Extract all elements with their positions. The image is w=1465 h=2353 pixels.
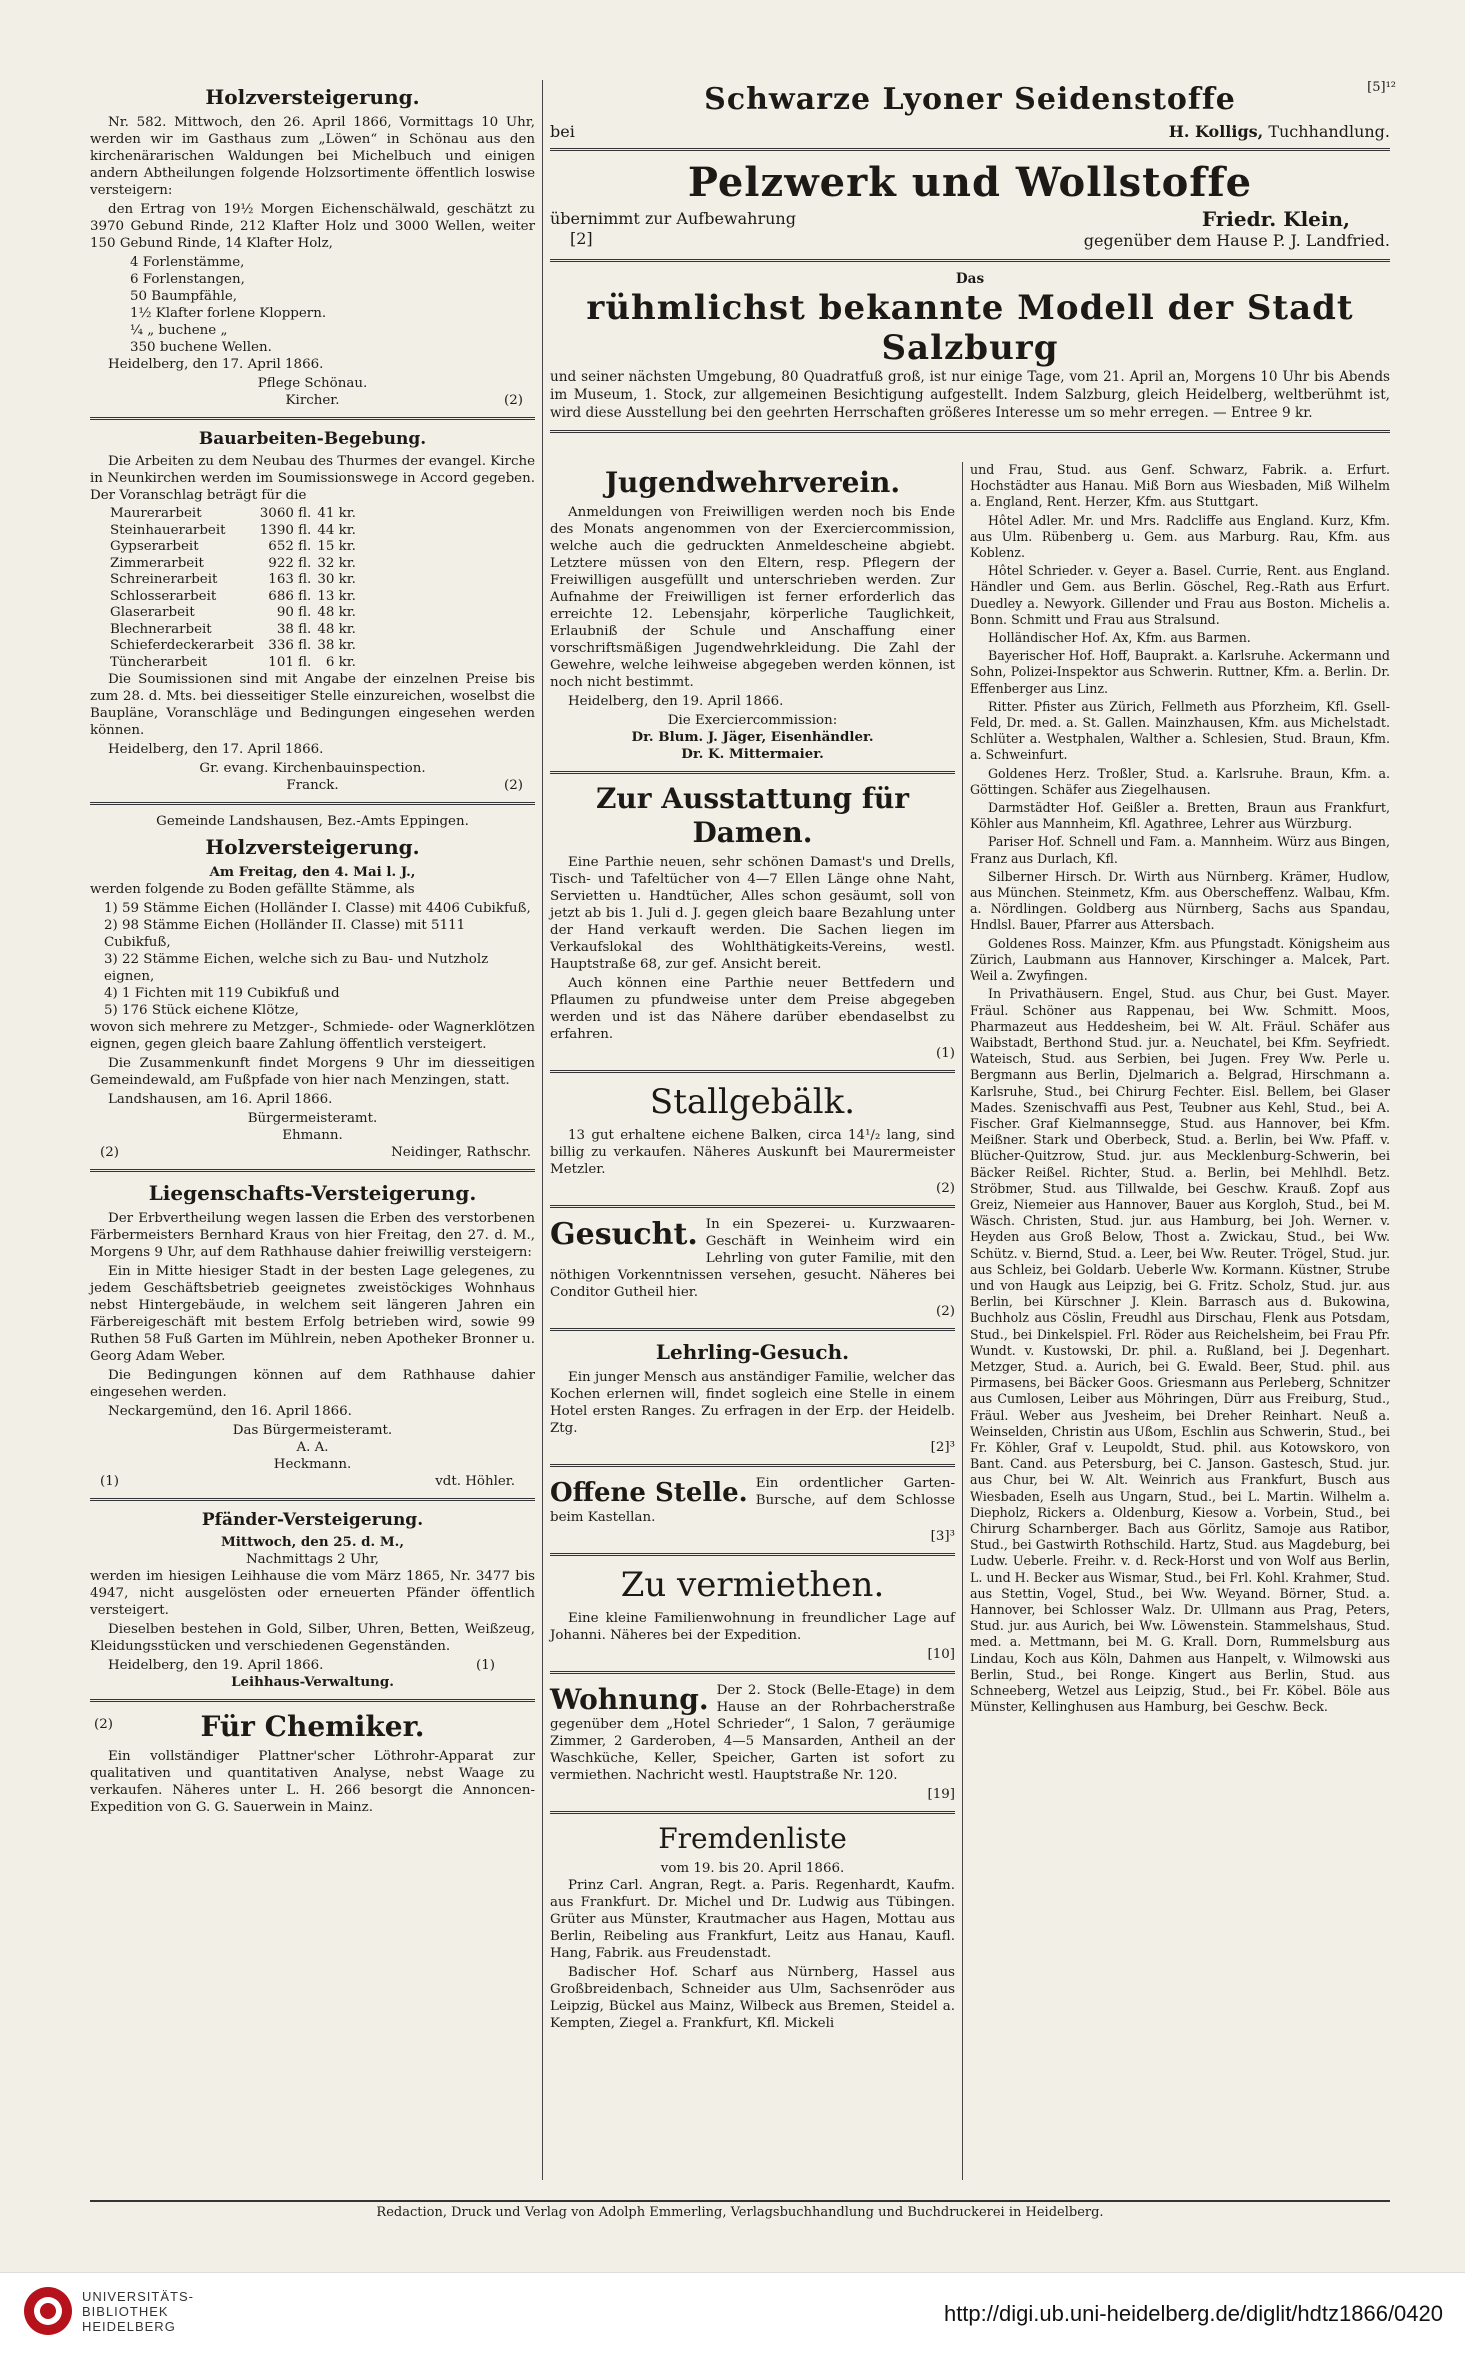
guest-entry: Ritter. Pfister aus Zürich, Fellmeth aus Pforzheim, Kfl. Gsell-Feld, Dr. med. a. St. Gallen. Mainzhausen, Kfm. aus Michelstadt. Schlüter a. Westphalen, Walther a. Schlesien, Stud. Braun, Kfm. a. Schweinfurt. — [970, 698, 1390, 763]
table-row — [110, 572, 362, 589]
ad-body: Anmeldungen von Freiwilligen werden noch bis Ende des Monats angenommen von der Exerciercommission, welche auch die gedruckten Anmeldescheine abgiebt. Letztere müssen von den Eltern, resp. Pflegern der Freiwilligen ausgefüllt und unterschrieben werden. Zur Aufnahme der Freiwilligen ist ferner erforderlich das erreichte 12. Lebensjahr, körperliche Tauglichkeit, Erlaubniß der Schule und Anschaffung einer vorschriftsmäßigen Jugendwehrkleidung. Die Zahl der Gewehre, welche leihweise abgegeben werden können, ist noch nicht bestimmt. — [550, 505, 955, 690]
ad-title: Für Chemiker. — [200, 1710, 425, 1743]
ad-body: Ein junger Mensch aus anständiger Familie, welcher das Kochen erlernen will, findet sogleich eine Stelle in einem Hotel ersten Ranges. Zu erfragen in der Erp. der Heidelb. Ztg. — [550, 1370, 955, 1436]
divider — [90, 1498, 535, 1501]
ad-number: (1) — [100, 1474, 119, 1489]
page-marker: [5]¹² — [1367, 80, 1396, 95]
divider — [90, 1169, 535, 1172]
ad-title: Holzversteigerung. — [205, 835, 420, 859]
ad-title: Pelzwerk und Wollstoffe — [687, 159, 1253, 206]
ad-date: Neckargemünd, den 16. April 1866. — [108, 1404, 352, 1419]
ad-subtitle: Nachmittags 2 Uhr, — [245, 1552, 380, 1567]
ad-signature: Ehmann. — [282, 1128, 343, 1143]
table-cell: Tüncherarbeit — [110, 654, 208, 670]
guest-entry: Pariser Hof. Schnell und Fam. a. Mannheim. Würz aus Bingen, Franz aus Durlach, Kfl. — [970, 834, 1390, 866]
guest-entry: Goldenes Herz. Troßler, Stud. a. Karlsruhe. Braun, Kfm. a. Göttingen. Schäfer aus Ziegelhausen. — [970, 765, 1390, 797]
table-cell: Schreinerarbeit — [110, 572, 218, 587]
list-item: 5) 176 Stück eichene Klötze, — [104, 1003, 299, 1018]
ad-number: (2) — [936, 1181, 955, 1196]
ad-number: [2] — [570, 229, 593, 248]
ad-date: Heidelberg, den 17. April 1866. — [108, 357, 324, 372]
ad-lehrling — [550, 1339, 955, 1456]
divider — [550, 1205, 955, 1208]
list-title: Fremdenliste — [658, 1822, 847, 1855]
list-item: 350 buchene Wellen. — [130, 340, 272, 355]
table-cell: Zimmerarbeit — [110, 555, 204, 571]
guest-entry: Hôtel Schrieder. v. Geyer a. Basel. Currie, Rent. aus England. Händler und Gem. aus Berlin. Göschel, Reg.-Rath aus Erfurt. Duedley a. Newyork. Gillender und Frau aus Boston. Michelis a. Bonn. Schmitt und Frau aus Stralsund. — [970, 563, 1390, 627]
divider — [550, 259, 1390, 262]
guest-entry: Badischer Hof. Scharf aus Nürnberg, Hassel aus Großbreidenbach, Schneider aus Ulm, Sachsenröder aus Leipzig, Bückel aus Mainz, Wilbeck aus Bremen, Steidel a. Kempten, Ziegel a. Frankfurt, Kfl. Mickeli — [550, 1965, 955, 2031]
ad-body: Auch können eine Parthie neuer Bettfedern und Pflaumen zu pfundweise unter dem Preise abgegeben werden und ist das Nähere darüber ebendaselbst zu erfahren. — [550, 976, 955, 1042]
divider — [550, 1070, 955, 1073]
ad-firm-name: H. Kolligs, — [1168, 122, 1264, 141]
library-name — [82, 2289, 194, 2334]
table-cell: Schieferdeckerarbeit — [110, 638, 254, 653]
ad-body: Nr. 582. Mittwoch, den 26. April 1866, Vormittags 10 Uhr, werden wir im Gasthaus zum „Löwen“ in Schönau aus den kirchenärarischen Waldungen bei Michelbuch und einigen andern Abtheilungen folgende Holzsortimente öffentlich loswise versteigern: — [90, 115, 535, 198]
ad-body: und seiner nächsten Umgebung, 80 Quadratfuß groß, ist nur einige Tage, vom 21. April an, Morgens 10 Uhr bis Abends im Museum, 1. Stock, zur allgemeinen Besichtigung aufgestellt. Indem Salzburg, gleich Heidelberg, weltberühmt ist, wird diese Ausstellung bei den geehrten Herrschaften größeres Interesse um so mehr erregen. — Entree 9 kr. — [550, 369, 1390, 421]
ad-item-list — [104, 900, 535, 1019]
list-item: 6 Forlenstangen, — [130, 272, 245, 287]
ad-number: (2) — [94, 1717, 113, 1732]
ad-date: Heidelberg, den 19. April 1866. — [568, 694, 784, 709]
ad-seidenstoffe — [550, 80, 1396, 141]
table-cell: Glaserarbeit — [110, 605, 195, 620]
list-item: 1) 59 Stämme Eichen (Holländer I. Classe) mit 4406 Cubikfuß, — [104, 901, 531, 916]
cost-table — [110, 506, 362, 671]
ad-body: Die Zusammenkunft findet Morgens 9 Uhr im diesseitigen Gemeindewald, am Fußpfade von hier nach Menzingen, statt. — [90, 1056, 535, 1088]
ad-title: Pfänder-Versteigerung. — [201, 1510, 424, 1530]
ad-signature: Kircher. — [285, 393, 340, 408]
ad-body: Der 2. Stock (Belle-Etage) in dem Hause an der Rohrbacherstraße gegenüber dem „Hotel Schrieder“, 1 Salon, 7 geräumige Zimmer, 2 Garderoben, 4—5 Mansarden, Antheil an der Waschküche, Keller, Speicher, Garten ist sofort zu vermiethen. Nachricht westl. Hauptstraße Nr. 120. — [550, 1683, 955, 1783]
ad-signature: Die Exerciercommission: — [667, 713, 838, 728]
ad-number: [10] — [927, 1647, 955, 1662]
ad-subtitle: Mittwoch, den 25. d. M., — [220, 1534, 405, 1550]
ad-number: (1) — [476, 1658, 495, 1673]
ad-number: [2]³ — [930, 1440, 955, 1455]
divider — [550, 771, 955, 774]
ad-body: übernimmt zur Aufbewahrung — [550, 209, 796, 228]
ad-body: Die Bedingungen können auf dem Rathhause dahier eingesehen werden. — [90, 1368, 535, 1400]
guest-entry: Hôtel Adler. Mr. und Mrs. Radcliffe aus England. Kurz, Kfm. aus Ulm. Rübenberg u. Gem. aus Marburg. Rau, Kfm. aus Koblenz. — [970, 512, 1390, 561]
divider — [90, 1699, 535, 1702]
table-cell: 101 fl. — [268, 654, 312, 670]
ad-number: [19] — [927, 1787, 955, 1802]
divider — [550, 1328, 955, 1331]
ad-address: gegenüber dem Hause P. J. Landfried. — [1083, 231, 1390, 250]
right-column — [970, 462, 1390, 1717]
list-item: 3) 22 Stämme Eichen, welche sich zu Bau- und Nutzholz eignen, — [104, 952, 489, 984]
ad-signature: Neidinger, Rathschr. — [391, 1145, 531, 1160]
ad-title: Schwarze Lyoner Seidenstoffe — [704, 82, 1236, 117]
ad-title: Zur Ausstattung für Damen. — [595, 782, 910, 849]
ad-title: rühmlichst bekannte Modell der Stadt Salzburg — [586, 288, 1354, 368]
table-cell: 13 kr. — [317, 588, 356, 604]
divider — [550, 1464, 955, 1467]
ad-title: Zu vermiethen. — [620, 1565, 885, 1605]
ad-body: Dieselben bestehen in Gold, Silber, Uhren, Betten, Weißzeug, Kleidungsstücken und verschiedenen Gegenständen. — [90, 1622, 535, 1654]
ad-number: [3]³ — [930, 1529, 955, 1544]
divider — [550, 148, 1390, 151]
ad-holzversteigerung-2 — [90, 813, 535, 1161]
guest-entry: Holländischer Hof. Ax, Kfm. aus Barmen. — [988, 630, 1251, 646]
ad-wohnung — [550, 1682, 955, 1803]
ad-signature: vdt. Höhler. — [435, 1474, 515, 1489]
table-cell: 3060 fl. — [259, 506, 312, 521]
newspaper-sheet — [90, 70, 1396, 2195]
ad-pretitle: Gemeinde Landshausen, Bez.-Amts Eppingen. — [156, 814, 469, 829]
ad-body: Ein vollständiger Plattner'scher Löthrohr-Apparat zur qualitativen und quantitativen Analyse, nebst Waage zu verkaufen. Näheres unter L. H. 266 besorgt die Annoncen-Expedition von G. G. Sauerwein in Mainz. — [90, 1749, 535, 1815]
guest-entry: und Frau, Stud. aus Genf. Schwarz, Fabrik. a. Erfurt. Hochstädter aus Hanau. Miß Born aus Wiesbaden, Miß Wilhelm a. England, Rent. Herzer, Kfm. aus Stuttgart. — [970, 462, 1390, 510]
top-ads — [550, 80, 1396, 441]
table-row — [110, 523, 362, 540]
list-item: 4 Forlenstämme, — [130, 255, 245, 270]
table-row — [110, 605, 362, 622]
ad-number: (2) — [100, 1145, 119, 1160]
guest-entry: Darmstädter Hof. Geißler a. Bretten, Braun aus Frankfurt, Köhler aus Mannheim, Kfl. Agathree, Lehrer aus Würzburg. — [970, 800, 1390, 832]
table-cell: 30 kr. — [317, 572, 356, 587]
ad-body: werden folgende zu Boden gefällte Stämme, als — [90, 882, 415, 897]
ad-number: (1) — [936, 1046, 955, 1061]
table-cell: 32 kr. — [317, 555, 356, 571]
table-row — [110, 622, 362, 639]
ad-holzversteigerung-1 — [90, 84, 535, 409]
ad-chemiker — [90, 1710, 535, 1816]
ad-subtitle: Am Freitag, den 4. Mai l. J., — [209, 864, 416, 880]
table-row — [110, 506, 362, 523]
ad-body: Ein ordentlicher Garten-Bursche, auf dem Schlosse beim Kastellan. — [550, 1476, 955, 1525]
ad-title: Stallgebälk. — [649, 1082, 856, 1122]
ad-jugendwehr — [550, 466, 955, 763]
table-cell: 922 fl. — [268, 555, 312, 571]
table-cell: 48 kr. — [317, 621, 356, 637]
middle-column — [550, 462, 955, 2034]
ad-signature: A. A. — [296, 1440, 329, 1455]
table-cell: 90 fl. — [276, 605, 312, 620]
ad-stallgebaelk — [550, 1081, 955, 1197]
table-cell: 15 kr. — [317, 539, 356, 554]
left-column — [90, 80, 535, 1818]
ad-pelzwerk — [550, 159, 1390, 251]
ad-body: Die Soumissionen sind mit Angabe der einzelnen Preise bis zum 28. d. Mts. bei diesseitiger Stelle einzureichen, woselbst die Baupläne, Voranschläge und Bedingungen eingesehen werden können. — [90, 672, 535, 738]
table-row — [110, 589, 362, 606]
imprint-footer: Redaction, Druck und Verlag von Adolph Emmerling, Verlagsbuchhandlung und Buchdruckerei in Heidelberg. — [90, 2200, 1390, 2220]
table-row — [110, 638, 362, 655]
ad-signature: Dr. K. Mittermaier. — [681, 746, 824, 762]
library-name-line: HEIDELBERG — [82, 2319, 176, 2334]
list-item: ¼ „ buchene „ — [130, 323, 228, 338]
table-cell: 6 kr. — [325, 654, 356, 670]
ad-prefix: bei — [550, 122, 575, 141]
table-cell: Gypserarbeit — [110, 539, 199, 554]
divider — [550, 430, 1390, 433]
table-cell: 1390 fl. — [259, 522, 312, 538]
ad-pretitle: Das — [955, 271, 985, 287]
ad-signature: Pflege Schönau. — [257, 376, 368, 391]
ad-signature: Heckmann. — [273, 1457, 352, 1472]
source-url-link[interactable]: http://digi.ub.uni-heidelberg.de/diglit/hdtz1866/0420 — [943, 2301, 1443, 2326]
ad-modell-salzburg — [550, 270, 1390, 422]
ad-body: Eine Parthie neuen, sehr schönen Damast's und Drells, Tisch- und Tafeltücher von 4—7 Ellen Länge ohne Naht, Servietten u. Handtücher, Alles schon gesäumt, soll von jetzt ab bis 1. Juli d. J. gegen gleich baare Bezahlung unter der Hand verkauft werden. Die Sachen liegen im Verkaufslokal des Wohlthätigkeits-Vereins, westl. Hauptstraße 68, zur gef. Ansicht bereit. — [550, 855, 955, 972]
table-cell: 38 fl. — [276, 621, 312, 637]
library-bar — [0, 2272, 1465, 2353]
ad-title: Bauarbeiten-Begebung. — [198, 429, 427, 449]
library-name-line: BIBLIOTHEK — [82, 2304, 169, 2319]
ad-body: Eine kleine Familienwohnung in freundlicher Lage auf Johanni. Näheres bei der Expedition. — [550, 1611, 955, 1643]
table-row — [110, 556, 362, 573]
ad-signature: Gr. evang. Kirchenbauinspection. — [199, 761, 426, 776]
guest-entry: Prinz Carl. Angran, Regt. a. Paris. Regenhardt, Kaufm. aus Frankfurt. Dr. Michel und Dr. Ludwig aus Tübingen. Grüter aus Münster, Krautmacher aus Hagen, Mottau aus Berlin, Reibeling aus Frankfurt, Leitz aus Hanau, Kaufl. Hang, Fabrik. aus Freudenstadt. — [550, 1878, 955, 1961]
ad-signature: Dr. Blum. J. Jäger, Eisenhändler. — [631, 729, 874, 745]
ad-zu-vermiethen — [550, 1564, 955, 1663]
table-cell: Schlosserarbeit — [110, 588, 217, 604]
table-cell: 38 kr. — [317, 638, 356, 653]
ad-liegenschaft — [90, 1180, 535, 1490]
table-cell: 652 fl. — [268, 539, 312, 554]
ad-bauarbeiten — [90, 428, 535, 794]
ad-signature: Das Bürgermeisteramt. — [232, 1423, 393, 1438]
table-row — [110, 655, 362, 672]
ad-title: Liegenschafts-Versteigerung. — [148, 1181, 477, 1205]
ad-firm-type: Tuchhandlung. — [1268, 122, 1390, 141]
guest-entry: Bayerischer Hof. Hoff, Bauprakt. a. Karlsruhe. Ackermann und Sohn, Polizei-Inspektor aus Schwerin. Ruttner, Kfm. a. Berlin. Dr. Effenberger aus Linz. — [970, 648, 1390, 696]
table-cell: Blechnerarbeit — [110, 621, 212, 637]
column-divider-left — [542, 80, 543, 2180]
ad-signature: Bürgermeisteramt. — [247, 1111, 378, 1126]
ad-date: Heidelberg, den 19. April 1866. — [108, 1658, 324, 1673]
ad-number: (2) — [936, 1304, 955, 1319]
guest-entry: Silberner Hirsch. Dr. Wirth aus Nürnberg. Krämer, Hudlow, aus München. Steinmetz, Kfm. aus Oberscheffenz. Walbau, Kfm. a. Nördlingen. Goldberg aus Nürnberg, Sachs aus Spandau, Hndlsl. Bauer, Pfarrer aus Attersbach. — [970, 868, 1390, 933]
table-cell: 44 kr. — [317, 522, 356, 538]
ad-gesucht — [550, 1216, 955, 1320]
guest-entry: In Privathäusern. Engel, Stud. aus Chur, bei Gust. Mayer. Fräul. Schöner aus Rappenau, bei Ww. Schmitt. Moos, Pharmazeut aus Heddesheim, bei W. Alt. Fräul. Schäfer aus Waibstadt, Berthond Stud. jur. a. Neuchatel, bei Kfm. Seyfriedt. Wateisch, Stud. aus Serbien, bei Jugen. Frey Ww. Perle u. Bergmann aus Berlin, Djelmarich a. Belgrad, Hirschmann a. Karlsruhe, Stud., bei Chirurg Fechter. Eisl. Bellem, bei Glaser Mades. Szenischvaffi aus Pest, Teubner aus Kehl, Stud., bei A. Fischer. Graf Kielmannsegge, Stud. aus Hannover, bei Kfm. Meißner. Stark und Oberbeck, Stud. a. Berlin, bei Ww. Pfaff. v. Blücher-Quitzrow, Stud. jur. aus Mecklenburg-Schwerin, bei Bäcker Reißel. Richter, Stud. a. Berlin, bei Mehlhdl. Betz. Ströbmer, Stud. aus Tillwalde, bei Geschw. Krauß. Zopf aus Greiz, Niemeier aus Hannover, Bauer aus Korgloh, Stud., bei M. Wäsch. Christen, Stud. jur. aus Hamburg, bei Joh. Werner. v. Heyden aus Groß Below, Thost a. Zwickau, Stud., bei Ww. Schütz. v. Biernd, Stud. a. Leer, bei Ww. Reuter. Trögel, Stud. jur. aus Schleiz, bei Goldarb. Ueberle Ww. Kormann. Küstner, Strube und von Haugk aus Leipzig, bei G. Fritz. Scholz, Stud. jur. aus Berlin, bei Kürschner J. Klein. Barrasch aus d. Bukowina, Buchholz aus Cöslin, Freudhl aus Dirschau, Flenk aus Potsdam, Stud., bei Dinkelspiel. Frl. Röder aus Reichelsheim, bei Frau Pfr. Wundt. v. Kustowski, Dr. phil. a. Rußland, bei J. Degenhart. Metzger, Stud. a. Aurich, bei G. Ewald. Beer, Stud. phil. aus Pirmasens, bei Bäcker Goos. Griesmann aus Perleberg, Schnitzer aus Cumlosen, Leiber aus Möhringen, Dürr aus Freiburg, Stud., Fräul. Weber aus Jvesheim, bei Dreher Reinhart. Neuß a. Weinselden, Christin aus Ußom, Eschlin aus Schwerin, Stud., bei Fr. Köhler, Graf v. Leupoldt, Stud. phil. aus Kotowskoro, von Bant. Cand. aus Petersburg, bei C. Janson. Gastesch, Stud. jur. aus Chur, bei W. Alt. Weinrich aus Frankfurt, Busch aus Wiesbaden, Eselh aus Ungarn, Stud., bei L. Martin. Wilhelm a. Diepholz, Rickers a. Oldenburg, Kiesow a. Vorbein, Stud., bei Chirurg Scharnberger. Bach aus Görlitz, Samoje aus Ratibor, Stud., bei Gastwirth Rothschild. Hartz, Stud. aus Magdeburg, bei Ludw. Ueberle. Freihr. v. d. Reck-Horst und von Wolf aus Berlin, L. und H. Becker aus Wismar, Stud., bei Frl. Kohl. Krahmer, Stud. aus Stettin, Vogel, Stud., bei Ww. Weyand. Börner, Stud. a. Hannover, bei Schlosser Walz. Dr. Ullmann aus Prag, Peters, Stud. jur. aus Aurich, bei Ww. Löwenstein. Stammelshaus, Stud. med. a. Mettmann, bei M. G. Krall. Dorn, Rummelsburg aus Lindau, Koch aus Köln, Dahmen aus Hanpelt, v. Wilmowski aus Berlin, Stud., bei Ronge. Kingert aus Berlin, Stud. aus Schneeberg, Wetzel aus Leipzig, Stud., bei Fr. Köbel. Böle aus Münster, Kellinghusen aus Hamburg, bei Geschw. Beck. — [970, 986, 1390, 1715]
list-subtitle: vom 19. bis 20. April 1866. — [660, 1861, 845, 1876]
table-cell: 48 kr. — [317, 605, 356, 620]
ad-offene-stelle — [550, 1475, 955, 1545]
list-item: 1½ Klafter forlene Kloppern. — [130, 306, 327, 321]
divider — [550, 1553, 955, 1556]
ad-title: Wohnung. — [550, 1683, 709, 1716]
ad-title: Holzversteigerung. — [205, 85, 420, 109]
table-cell: 41 kr. — [317, 506, 356, 521]
library-name-line: UNIVERSITÄTS- — [82, 2289, 194, 2304]
divider — [90, 802, 535, 805]
ad-body: Die Arbeiten zu dem Neubau des Thurmes der evangel. Kirche in Neunkirchen werden im Soumissionswege in Accord gegeben. Der Voranschlag beträgt für die — [90, 454, 535, 503]
ad-date: Heidelberg, den 17. April 1866. — [108, 742, 324, 757]
ad-title: Offene Stelle. — [550, 1478, 748, 1508]
guest-entry: Goldenes Ross. Mainzer, Kfm. aus Pfungstadt. Königsheim aus Zürich, Laubmann aus Hannover, Kirschinger a. Malcek, Part. Weil a. Zwyfingen. — [970, 935, 1390, 984]
ad-title: Jugendwehrverein. — [604, 466, 901, 499]
list-item: 2) 98 Stämme Eichen (Holländer II. Classe) mit 5111 Cubikfuß, — [104, 918, 466, 950]
ad-ausstattung — [550, 782, 955, 1062]
table-row — [110, 539, 362, 556]
table-cell: 163 fl. — [268, 572, 312, 587]
table-cell: Steinhauerarbeit — [110, 522, 226, 538]
ad-body: Ein in Mitte hiesiger Stadt in der besten Lage gelegenes, zu jedem Geschäftsbetrieb geeignetes zweistöckiges Wohnhaus nebst Hintergebäude, in welchem seit längeren Jahren ein Färbereigeschäft mit bestem Erfolg betrieben wird, sowie 99 Ruthen 58 Fuß Garten im Mühlrein, neben Apotheker Bronner u. Georg Adam Weber. — [90, 1264, 535, 1364]
table-cell: 686 fl. — [268, 588, 312, 604]
divider — [550, 1671, 955, 1674]
ad-title: Gesucht. — [550, 1217, 698, 1252]
ad-number: (2) — [504, 778, 523, 793]
university-library-logo-icon — [22, 2285, 74, 2337]
ad-firm-name: Friedr. Klein, — [1201, 207, 1350, 231]
ad-body: den Ertrag von 19½ Morgen Eichenschälwald, geschätzt zu 3970 Gebund Rinde, 212 Klafter Holz und 3000 Wellen, weiter 150 Gebund Rinde, 14 Klafter Holz, — [90, 202, 535, 251]
ad-body: 13 gut erhaltene eichene Balken, circa 14¹/₂ lang, sind billig zu verkaufen. Näheres Auskunft bei Maurermeister Metzler. — [550, 1128, 955, 1177]
list-item: 50 Baumpfähle, — [130, 289, 238, 304]
divider — [550, 1811, 955, 1814]
ad-signature: Franck. — [286, 778, 339, 793]
ad-signature: Leihhaus-Verwaltung. — [231, 1674, 394, 1690]
fremdenliste — [550, 1822, 955, 2032]
ad-body: werden im hiesigen Leihhause die vom März 1865, Nr. 3477 bis 4947, nicht ausgelösten oder erneuerten Pfänder öffentlich versteigert. — [90, 1569, 535, 1618]
ad-number: (2) — [504, 393, 523, 408]
divider — [90, 417, 535, 420]
ad-title: Lehrling-Gesuch. — [655, 1340, 850, 1364]
list-item: 4) 1 Fichten mit 119 Cubikfuß und — [104, 986, 340, 1001]
table-cell: Maurerarbeit — [110, 506, 202, 521]
ad-body: wovon sich mehrere zu Metzger-, Schmiede- oder Wagnerklötzen eignen, gegen gleich baare Zahlung öffentlich versteigert. — [90, 1020, 535, 1052]
ad-body: Der Erbvertheilung wegen lassen die Erben des verstorbenen Färbermeisters Bernhard Kraus von hier Freitag, den 27. d. M., Morgens 9 Uhr, auf dem Rathhause dahier freiwillig versteigern: — [90, 1211, 535, 1260]
ad-date: Landshausen, am 16. April 1866. — [108, 1092, 333, 1107]
ad-item-list — [90, 254, 535, 356]
table-cell: 336 fl. — [268, 638, 312, 653]
column-divider-right — [962, 462, 963, 2180]
ad-body: In ein Spezerei- u. Kurzwaaren-Geschäft in Weinheim wird ein Lehrling von guter Familie, mit den nöthigen Vorkenntnissen versehen, gesucht. Näheres bei Conditor Gutheil hier. — [550, 1217, 955, 1300]
ad-pfaender — [90, 1509, 535, 1691]
